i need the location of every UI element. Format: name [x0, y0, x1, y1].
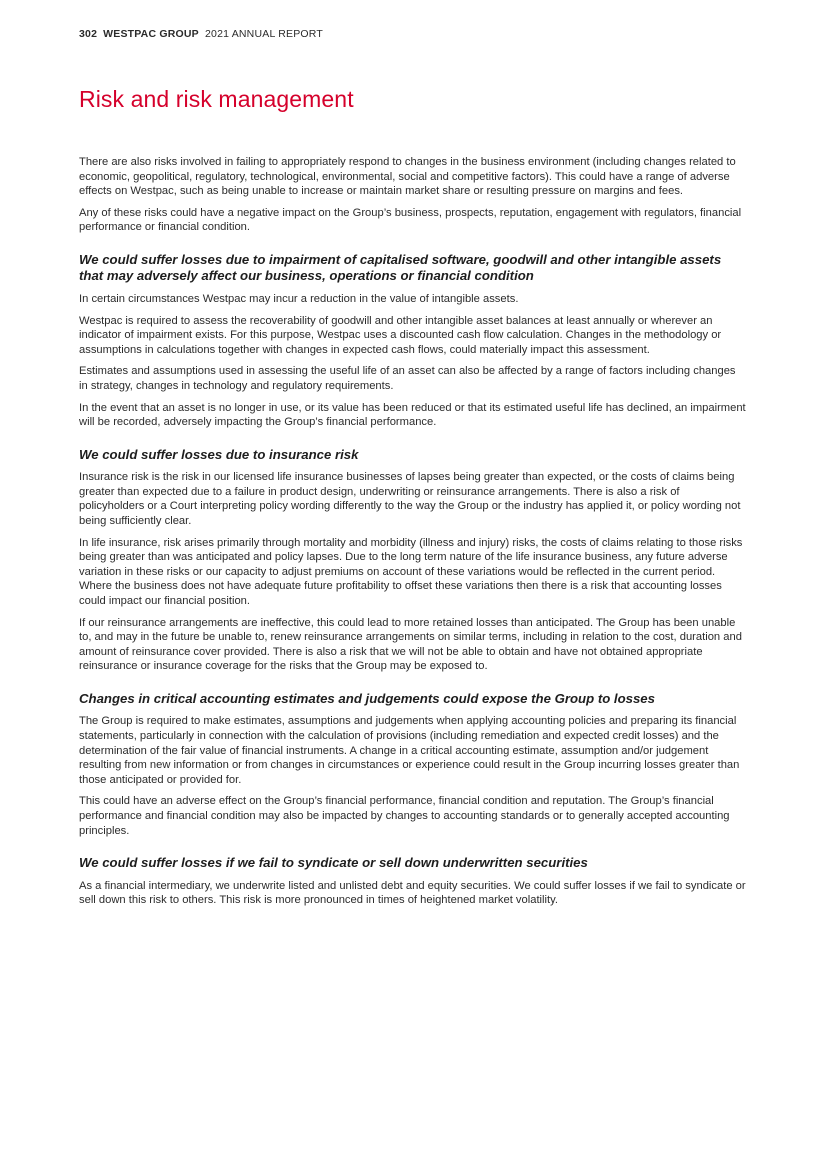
- section-heading-intangible-assets: We could suffer losses due to impairment of capitalised software, goodwill and other intangible assets that may adversely affect our business, operations or financial condition: [79, 251, 722, 284]
- section-paragraph: This could have an adverse effect on the Group’s financial performance, financial condition and reputation. The Group’s financial performance and financial condition may also be impacted by changes to accounting standards or to generally accepted accounting principles.: [79, 795, 730, 837]
- section-paragraph: In certain circumstances Westpac may incur a reduction in the value of intangible assets.: [79, 292, 519, 305]
- section-heading-underwritten-securities: We could suffer losses if we fail to syndicate or sell down underwritten securities: [79, 855, 588, 871]
- page-number: 302: [79, 28, 98, 40]
- report-title: 2021 ANNUAL REPORT: [205, 28, 323, 40]
- brand-name: WESTPAC GROUP: [103, 28, 199, 40]
- section-paragraph: As a financial intermediary, we underwrite listed and unlisted debt and equity securities. We could suffer losses if we fail to syndicate or sell down this risk to others. This risk is more pronounced in times of heightened market volatility.: [79, 879, 746, 907]
- section-heading-insurance-risk: We could suffer losses due to insurance risk: [79, 446, 359, 462]
- intro-paragraph: Any of these risks could have a negative impact on the Group’s business, prospects, reputation, engagement with regulators, financial performance or financial condition.: [79, 206, 742, 234]
- section-paragraph: Estimates and assumptions used in assessing the useful life of an asset can also be affected by a range of factors including changes in strategy, changes in technology and regulatory requirements.: [79, 365, 736, 392]
- section-paragraph: Westpac is required to assess the recoverability of goodwill and other intangible asset balances at least annually or wherever an indicator of impairment exists. For this purpose, Westpac uses a discounted cash flow calculation. Changes in the methodology or assumptions in calculations together with changes in expected cash flows, could materially impact this assessment.: [79, 314, 722, 356]
- body-content: [79, 155, 747, 915]
- section-paragraph: In life insurance, risk arises primarily through mortality and morbidity (illness and injury) risks, the costs of claims relating to those risks being greater than was anticipated and policy lapses. Due to the long term nature of the life insurance business, any future adverse variation in these risks or our capacity to adjust premiums on account of these variations would be reflected in the current period. Where the business does not have adequate future profitability to offset these variations then there is a risk that accounting losses could impact our financial position.: [79, 536, 743, 607]
- page-header: [79, 28, 323, 40]
- section-paragraph: If our reinsurance arrangements are ineffective, this could lead to more retained losses than anticipated. The Group has been unable to, and may in the future be unable to, renew reinsurance arrangements on similar terms, including in relation to the cost, duration and amount of reinsurance cover provided. There is also a risk that we will not be able to obtain and have not obtained appropriate reinsurance or insurance coverage for the risks that the Group may be exposed to.: [79, 616, 742, 673]
- page-title: Risk and risk management: [79, 86, 354, 112]
- section-paragraph: The Group is required to make estimates, assumptions and judgements when applying accounting policies and preparing its financial statements, particularly in connection with the calculation of provisions (including remediation and expected credit losses) and the determination of the fair value of financial instruments. A change in a critical accounting estimate, assumption and/or judgement resulting from new information or from changes in circumstances or experience could result in the Group incurring losses greater than those anticipated or provided for.: [79, 715, 740, 786]
- section-paragraph: In the event that an asset is no longer in use, or its value has been reduced or that its estimated useful life has declined, an impairment will be recorded, adversely impacting the Group’s financial performance.: [79, 401, 746, 429]
- section-paragraph: Insurance risk is the risk in our licensed life insurance businesses of lapses being greater than expected, or the costs of claims being greater than expected due to a failure in product design, underwriting or reinsurance arrangements. There is also a risk of policyholders or a Court interpreting policy wording differently to the way the Group or the industry has applied it, or policy wording not being sufficiently clear.: [79, 471, 741, 527]
- intro-paragraph: There are also risks involved in failing to appropriately respond to changes in the business environment (including changes related to economic, geopolitical, regulatory, technological, environmental, social and competitive factors). This could have a range of adverse effects on Westpac, such as being unable to increase or maintain market share or resulting pressure on margins and fees.: [79, 156, 736, 198]
- section-heading-accounting-estimates: Changes in critical accounting estimates and judgements could expose the Group to losses: [79, 690, 655, 706]
